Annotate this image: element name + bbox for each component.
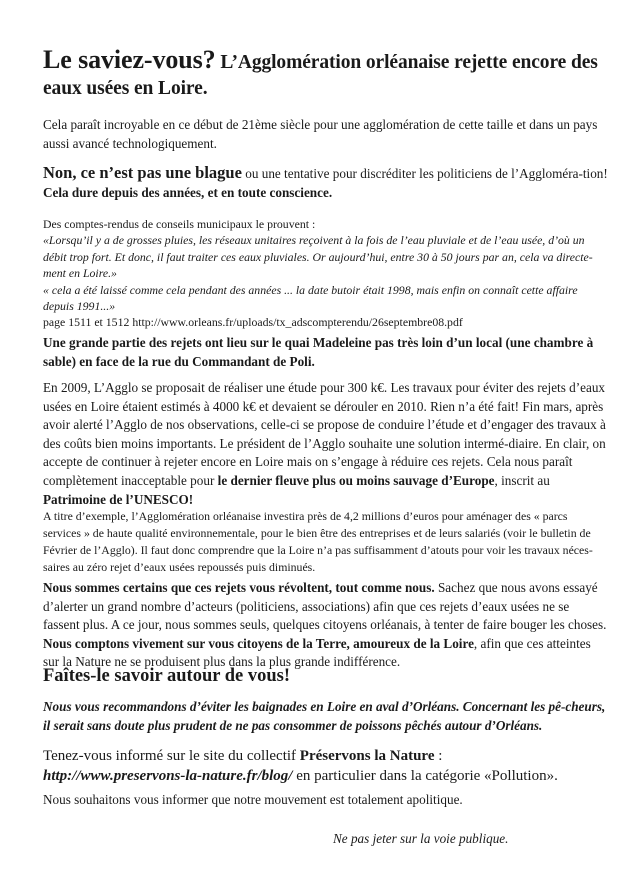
not-a-joke-paragraph <box>43 164 608 202</box>
history-mid: , inscrit au <box>494 472 550 488</box>
not-a-joke-bold: Cela dure depuis des années, et en toute conscience. <box>43 184 333 200</box>
appeal-paragraph <box>43 579 608 672</box>
minutes-intro: Des comptes-rendus de conseils municipaux le prouvent : <box>43 217 316 231</box>
info-text-2: : <box>434 748 443 764</box>
minutes-source: page 1511 et 1512 http://www.orleans.fr/uploads/tx_adscompterendu/26septembre08.pdf <box>43 315 463 330</box>
info-text-1: Tenez-vous informé sur le site du collectif <box>43 748 300 764</box>
history-bold-2: Patrimoine de l’UNESCO! <box>43 491 194 507</box>
appeal-bold-1: Nous sommes certains que ces rejets vous révoltent, tout comme nous. <box>43 580 435 595</box>
apolitical-paragraph: Nous souhaitons vous informer que notre mouvement est totalement apolitique. <box>43 792 463 807</box>
minutes-quote-1: «Lorsqu’il y a de grosses pluies, les réseaux unitaires reçoivent à la fois de l’eau pluviale et de l’eau usée, d’où un débit trop fort. Et donc, il faut traiter ces eaux pluviales. Or aujourd’hui, entre 30 à 50 jours par an, cela va directe-ment en Loire.» <box>43 233 593 281</box>
minutes-quote-2: « cela a été laissé comme cela pendant des années ... la date butoir était 1998, mais enfin on connaît cette affaire depuis 1991...» <box>43 282 578 314</box>
not-a-joke-middle: ou une tentative pour discréditer les politiciens de l’Aggloméra-tion! <box>241 166 608 181</box>
headline-rest: L’Agglomération orléanaise rejette encore des eaux usées en Loire. <box>43 52 598 99</box>
share-title: Faîtes-le savoir autour de vous! <box>43 666 291 686</box>
blog-link[interactable]: http://www.preservons-la-nature.fr/blog/ <box>43 768 293 784</box>
headline-lead: Le saviez-vous? <box>43 45 216 74</box>
example-paragraph: A titre d’exemple, l’Agglomération orléanaise investira près de 4,2 millions d’euros pour aménager des « parcs services » de haute qualité environnementale, pour le bien être des entreprises et de leurs salariés (voir le bulletin de Février de l’Agglo). Il faut donc comprendre que la Loire n’a pas suffisamment d’atouts pour voir les travaux néces-saires au zéro rejet d’eaux usées repoussés puis diminués. <box>43 509 593 574</box>
info-paragraph <box>43 746 608 786</box>
collective-name: Préservons la Nature <box>299 748 435 764</box>
appeal-bold-2: Nous comptons vivement sur vous citoyens de la Terre, amoureux de la Loire <box>43 635 474 651</box>
page-title <box>43 47 608 102</box>
appeal-text-2: , afin que ces atteintes sur la Nature ne se produisent plus dans la plus grande indifférence. <box>43 635 591 670</box>
info-text-3: en particulier dans la catégorie «Pollution». <box>292 768 558 784</box>
history-bold-1: le dernier fleuve plus ou moins sauvage d’Europe <box>217 472 495 488</box>
intro-paragraph: Cela paraît incroyable en ce début de 21ème siècle pour une agglomération de cette taille et dans un pays aussi avancé technologiquement. <box>43 117 598 151</box>
recommendation-paragraph: Nous vous recommandons d’éviter les baignades en Loire en aval d’Orléans. Concernant les pê-cheurs, il serait sans doute plus prudent de ne pas consommer de poissons pêchés autour d’Orléans. <box>43 699 606 733</box>
not-a-joke-lead: Non, ce n’est pas une blague <box>43 163 242 182</box>
appeal-text-1: Sachez que nous avons essayé d’alerter un grand nombre d’acteurs (politiciens, associations) afin que ces rejets d’eaux usées ne se fassent plus. A ce jour, nous sommes seuls, quelques citoyens orléanais, à tenter de faire bouger les choses. <box>43 580 607 633</box>
location-paragraph: Une grande partie des rejets ont lieu sur le quai Madeleine pas très loin d’un local (une chambre à sable) en face de la rue du Commandant de Poli. <box>43 335 594 369</box>
minutes-block <box>43 216 608 331</box>
footer-note: Ne pas jeter sur la voie publique. <box>333 831 509 846</box>
history-paragraph <box>43 379 608 509</box>
history-text: En 2009, L’Agglo se proposait de réaliser une étude pour 300 k€. Les travaux pour éviter des rejets d’eaux usées en Loire étaient estimés à 4000 k€ et devaient se dérouler en 2010. Rien n’a été fait! Fin mars, après avoir alerté l’Agglo de nos observations, celle-ci se propose de conduire l’étude et d’engager des travaux à des coûts bien moins importants. Le président de l’Agglo souhaite une solution intermé-diaire. En clair, on accepte de continuer à rejeter encore en Loire mais on s’engage à réduire ces rejets. Cela nous paraît complètement inacceptable pour <box>43 380 606 488</box>
